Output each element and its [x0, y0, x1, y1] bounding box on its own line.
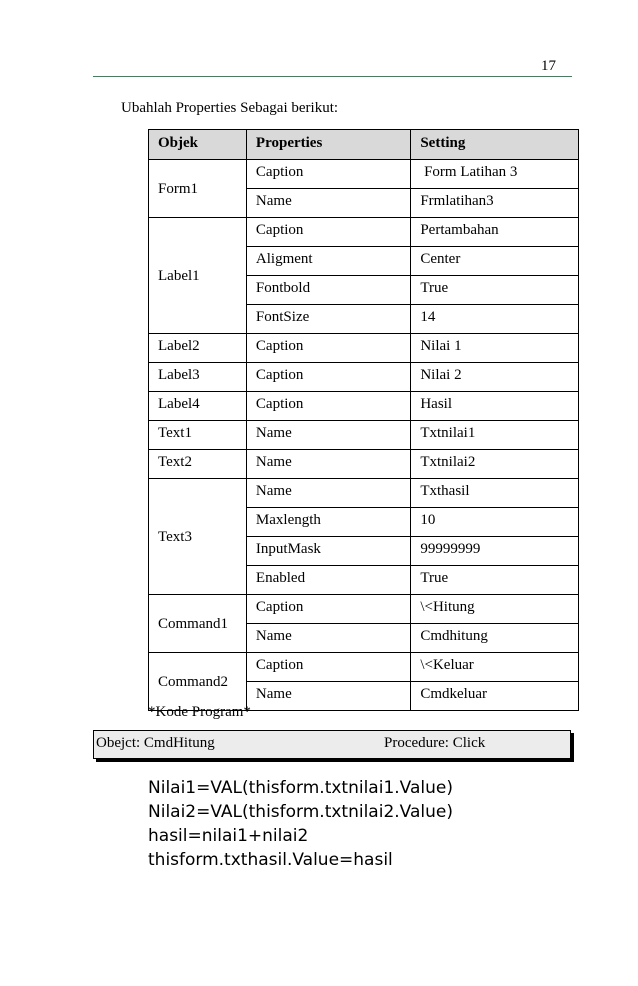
- setting-cell: \<Keluar: [411, 653, 579, 682]
- property-cell: Aligment: [246, 247, 410, 276]
- table-row: [149, 363, 579, 392]
- property-cell: Caption: [246, 653, 410, 682]
- setting-cell: 99999999: [411, 537, 579, 566]
- page-number: 17: [541, 58, 556, 74]
- object-cell: Label1: [149, 218, 247, 334]
- property-cell: Name: [246, 624, 410, 653]
- header-rule: [93, 76, 572, 77]
- property-cell: Caption: [246, 595, 410, 624]
- table-row: [149, 421, 579, 450]
- setting-cell: Txtnilai2: [411, 450, 579, 479]
- property-cell: Fontbold: [246, 276, 410, 305]
- setting-cell: Txthasil: [411, 479, 579, 508]
- setting-cell: 14: [411, 305, 579, 334]
- setting-cell: Form Latihan 3: [411, 160, 579, 189]
- table-row: [149, 595, 579, 624]
- table-body: [149, 160, 579, 711]
- object-cell: Command1: [149, 595, 247, 653]
- table-row: [149, 218, 579, 247]
- property-cell: Name: [246, 682, 410, 711]
- setting-cell: \<Hitung: [411, 595, 579, 624]
- property-cell: Name: [246, 189, 410, 218]
- property-cell: Name: [246, 479, 410, 508]
- setting-cell: Nilai 1: [411, 334, 579, 363]
- code-block: [148, 776, 453, 872]
- header-setting: Setting: [411, 130, 579, 160]
- table-row: [149, 392, 579, 421]
- property-cell: Caption: [246, 334, 410, 363]
- property-cell: Caption: [246, 392, 410, 421]
- object-cell: Text2: [149, 450, 247, 479]
- object-cell: Label4: [149, 392, 247, 421]
- setting-cell: Frmlatihan3: [411, 189, 579, 218]
- procedure-object: Obejct: CmdHitung: [96, 735, 215, 751]
- table-header-row: [149, 130, 579, 160]
- code-label: *Kode Program*: [148, 704, 251, 720]
- property-cell: Enabled: [246, 566, 410, 595]
- procedure-box: [93, 730, 571, 759]
- setting-cell: Cmdkeluar: [411, 682, 579, 711]
- code-line: thisform.txthasil.Value=hasil: [148, 850, 393, 870]
- property-cell: Name: [246, 450, 410, 479]
- object-cell: Form1: [149, 160, 247, 218]
- object-cell: Label3: [149, 363, 247, 392]
- setting-cell: Center: [411, 247, 579, 276]
- object-cell: Label2: [149, 334, 247, 363]
- property-cell: Caption: [246, 363, 410, 392]
- table-row: [149, 334, 579, 363]
- table-row: [149, 479, 579, 508]
- header-objek: Objek: [149, 130, 247, 160]
- property-cell: Maxlength: [246, 508, 410, 537]
- property-cell: Caption: [246, 160, 410, 189]
- procedure-name: Procedure: Click: [384, 735, 486, 751]
- object-cell: Command2: [149, 653, 247, 711]
- setting-cell: Nilai 2: [411, 363, 579, 392]
- table-row: [149, 450, 579, 479]
- setting-cell: Pertambahan: [411, 218, 579, 247]
- code-line: Nilai1=VAL(thisform.txtnilai1.Value): [148, 778, 453, 798]
- property-cell: Name: [246, 421, 410, 450]
- intro-text: Ubahlah Properties Sebagai berikut:: [121, 100, 339, 116]
- property-cell: Caption: [246, 218, 410, 247]
- code-line: hasil=nilai1+nilai2: [148, 826, 309, 846]
- setting-cell: True: [411, 566, 579, 595]
- setting-cell: Hasil: [411, 392, 579, 421]
- setting-cell: True: [411, 276, 579, 305]
- property-cell: FontSize: [246, 305, 410, 334]
- setting-cell: Cmdhitung: [411, 624, 579, 653]
- code-line: Nilai2=VAL(thisform.txtnilai2.Value): [148, 802, 453, 822]
- property-cell: InputMask: [246, 537, 410, 566]
- object-cell: Text3: [149, 479, 247, 595]
- setting-cell: 10: [411, 508, 579, 537]
- table-row: [149, 160, 579, 189]
- header-properties: Properties: [246, 130, 410, 160]
- properties-table: [148, 129, 579, 711]
- object-cell: Text1: [149, 421, 247, 450]
- setting-cell: Txtnilai1: [411, 421, 579, 450]
- table-row: [149, 653, 579, 682]
